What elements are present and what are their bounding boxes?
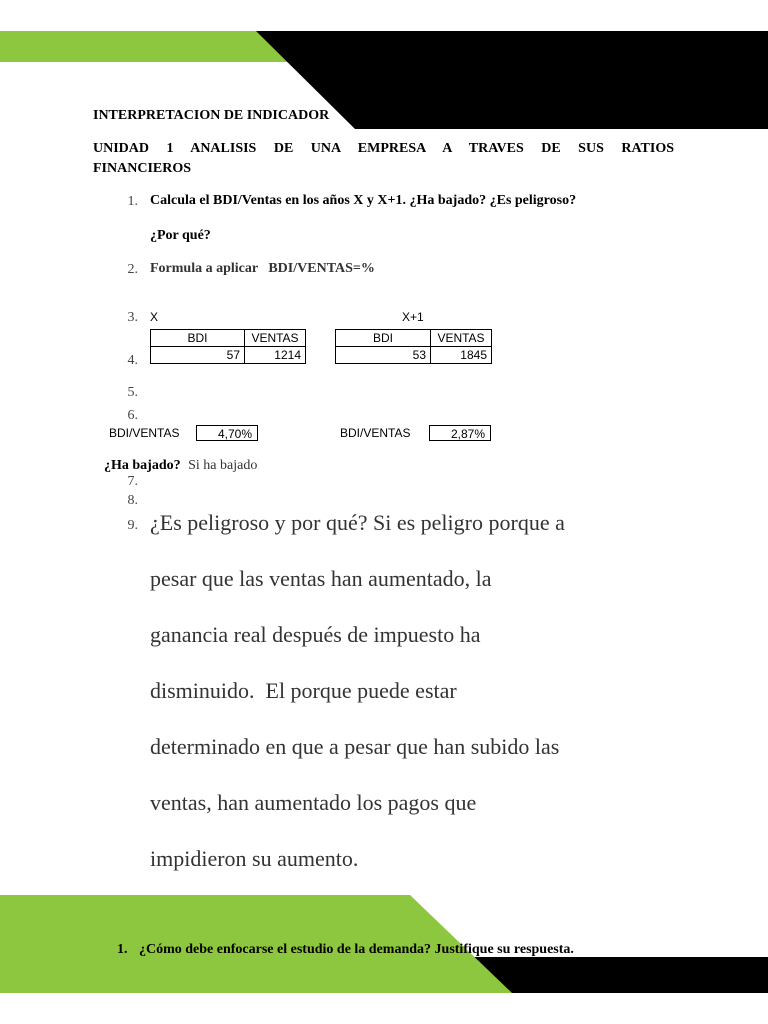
ratio-label-x1: BDI/VENTAS — [340, 426, 411, 440]
table-x-bdi-value: 57 — [151, 347, 245, 364]
ratio-label-x: BDI/VENTAS — [109, 426, 180, 440]
formula-text: Formula a aplicar BDI/VENTAS=% — [150, 261, 375, 276]
document-title: INTERPRETACION DE INDICADOR — [93, 108, 330, 123]
table-x1-ventas-value: 1845 — [431, 347, 492, 364]
ratio-value-x: 4,70% — [196, 425, 258, 441]
list-number-6: 6. — [127, 408, 138, 423]
answer9-line-7: impidieron su aumento. — [150, 846, 359, 871]
table-x-header-bdi: BDI — [151, 330, 245, 347]
footer-question — [117, 942, 574, 958]
list-number-2: 2. — [127, 262, 138, 277]
answer9-line-2: pesar que las ventas han aumentado, la — [150, 566, 492, 591]
answer9-line-5: determinado en que a pesar que han subido las — [150, 734, 560, 759]
unit-heading-line1: UNIDAD 1 ANALISIS DE UNA EMPRESA A TRAVES DE SUS RATIOS — [93, 141, 674, 156]
answer9-line-1: ¿Es peligroso y por qué? Si es peligro porque a — [150, 510, 565, 535]
table-x1-bdi-value: 53 — [336, 347, 431, 364]
item-1-text: Calcula el BDI/Ventas en los años X y X+1. ¿Ha bajado? ¿Es peligroso? — [150, 193, 577, 208]
ha-bajado-answer: Si ha bajado — [188, 458, 258, 473]
ha-bajado-line — [104, 458, 257, 474]
list-number-9: 9. — [127, 518, 138, 533]
list-number-5: 5. — [127, 385, 138, 400]
table-x-ventas-value: 1214 — [245, 347, 306, 364]
answer9-line-3: ganancia real después de impuesto ha — [150, 622, 481, 647]
list-number-1: 1. — [127, 194, 138, 209]
header-black-band — [256, 31, 768, 129]
label-x1: X+1 — [402, 310, 424, 324]
list-number-3: 3. — [127, 310, 138, 325]
table-x1 — [335, 329, 492, 364]
footer-question-number: 1. — [117, 942, 128, 957]
header-green-band — [0, 31, 290, 62]
unit-heading-line2: FINANCIEROS — [93, 161, 192, 176]
answer9-line-6: ventas, han aumentado los pagos que — [150, 790, 477, 815]
item-1-continuation: ¿Por qué? — [150, 228, 211, 243]
table-x1-header-bdi: BDI — [336, 330, 431, 347]
list-number-7: 7. — [127, 474, 138, 489]
footer-question-text: ¿Cómo debe enfocarse el estudio de la demanda? Justifique su respuesta. — [139, 942, 574, 957]
list-number-8: 8. — [127, 493, 138, 508]
label-x: X — [150, 310, 159, 324]
ratio-value-x1: 2,87% — [429, 425, 491, 441]
list-number-4: 4. — [127, 353, 138, 368]
answer9-line-4: disminuido. El porque puede estar — [150, 678, 457, 703]
table-x-header-ventas: VENTAS — [245, 330, 306, 347]
table-x1-header-ventas: VENTAS — [431, 330, 492, 347]
table-x — [150, 329, 306, 364]
ha-bajado-question: ¿Ha bajado? — [104, 458, 181, 473]
